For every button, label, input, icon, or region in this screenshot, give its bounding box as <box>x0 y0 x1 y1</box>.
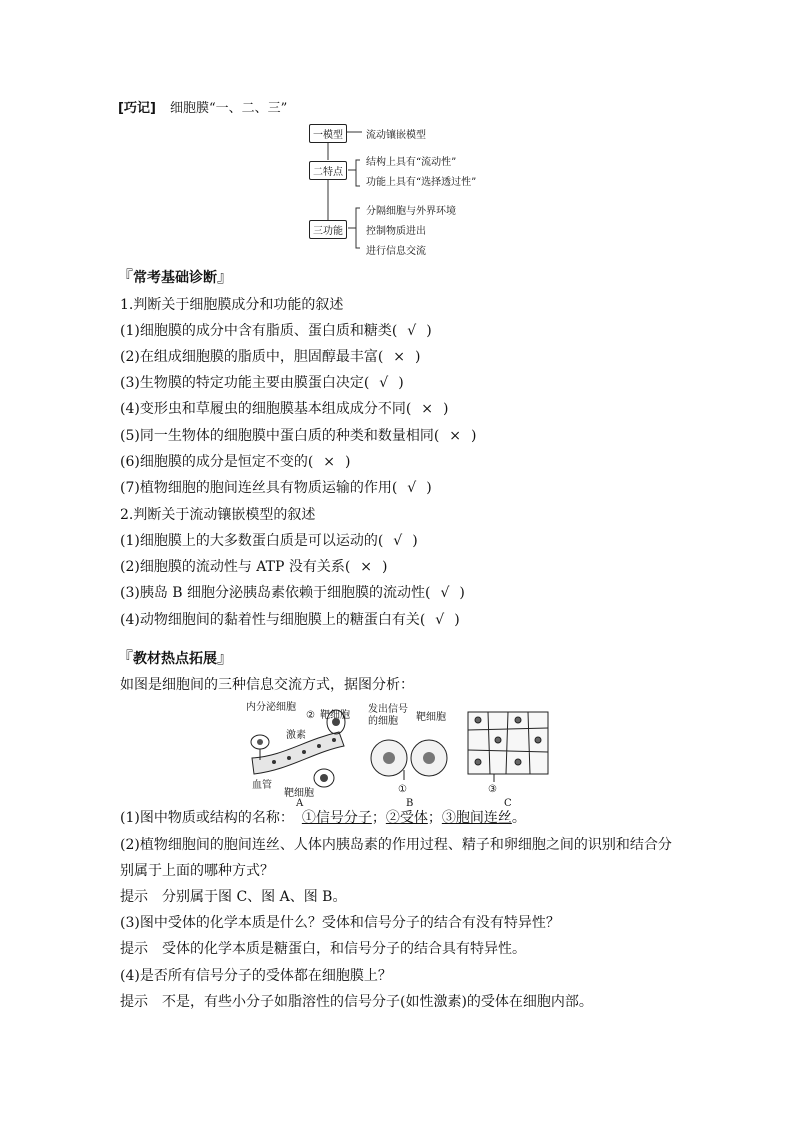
judgement-item: (4)变形虫和草履虫的细胞膜基本组成成分不同( × ) <box>120 401 449 417</box>
question-2-line1: (2)植物细胞间的胞间连丝、人体内胰岛素的作用过程、精子和卵细胞之间的识别和结合分 <box>120 837 672 853</box>
question-title: 2.判断关于流动镶嵌模型的叙述 <box>120 507 316 523</box>
mind-map-leaf: 流动镶嵌模型 <box>366 130 426 141</box>
figure-label: 靶细胞 <box>284 788 314 799</box>
answer-mark: √ <box>440 585 450 601</box>
figure-label: 激素 <box>286 730 306 741</box>
mind-map-leaf: 分隔细胞与外界环境 <box>366 206 456 217</box>
question-title: 1.判断关于细胞膜成分和功能的叙述 <box>120 297 344 313</box>
answer-mark: × <box>421 401 434 417</box>
figure-label: 的细胞 <box>368 716 398 727</box>
answer-mark: × <box>393 349 406 365</box>
answer-plasmodesmata: ③胞间连丝 <box>441 810 512 826</box>
mind-map-node-functions: 三功能 <box>309 220 347 239</box>
hint-2: 提示 分别属于图 C、图 A、图 B。 <box>120 889 347 905</box>
section-header-basic: 『常考基础诊断』 <box>117 267 234 286</box>
mind-map-leaf: 结构上具有“流动性” <box>366 157 457 168</box>
answer-signal-molecule: ①信号分子 <box>301 810 372 826</box>
intro-text: 如图是细胞间的三种信息交流方式，据图分析： <box>120 677 414 693</box>
figure-label: ③ <box>488 784 497 795</box>
answer-mark: × <box>449 428 462 444</box>
figure-label: 靶细胞 <box>416 712 446 723</box>
cell-signal-figure <box>244 700 556 808</box>
answer-mark: √ <box>407 323 417 339</box>
mnemonic-tag: [巧记] <box>118 101 156 116</box>
figure-label: 血管 <box>252 780 272 791</box>
mnemonic-heading <box>118 97 287 116</box>
judgement-item: (2)细胞膜的流动性与 ATP 没有关系( × ) <box>120 559 388 575</box>
hint-label: 提示 <box>120 889 148 905</box>
hint-label: 提示 <box>120 994 148 1010</box>
hint-4: 提示 不是，有些小分子如脂溶性的信号分子(如性激素)的受体在细胞内部。 <box>120 994 593 1010</box>
judgement-item: (3)生物膜的特定功能主要由膜蛋白决定( √ ) <box>120 375 404 391</box>
question-3: (3)图中受体的化学本质是什么？受体和信号分子的结合有没有特异性？ <box>120 915 560 931</box>
mind-map-leaf: 控制物质进出 <box>366 226 426 237</box>
figure-label: A <box>296 798 304 808</box>
answer-receptor: ②受体 <box>385 810 428 826</box>
answer-mark: × <box>323 454 336 470</box>
mind-map-node-model: 一模型 <box>309 124 347 143</box>
answer-mark: √ <box>379 375 389 391</box>
judgement-item: (6)细胞膜的成分是恒定不变的( × ) <box>120 454 351 470</box>
answer-mark: √ <box>393 533 403 549</box>
judgement-item: (1)细胞膜的成分中含有脂质、蛋白质和糖类( √ ) <box>120 323 432 339</box>
diagram-c <box>468 712 548 782</box>
hint-label: 提示 <box>120 941 148 957</box>
question-4: (4)是否所有信号分子的受体都在细胞膜上？ <box>120 968 392 984</box>
figure-label: ① <box>398 784 407 795</box>
judgement-item: (7)植物细胞的胞间连丝具有物质运输的作用( √ ) <box>120 480 432 496</box>
mnemonic-title: 细胞膜“一、二、三” <box>170 101 288 116</box>
judgement-item: (1)细胞膜上的大多数蛋白质是可以运动的( √ ) <box>120 533 418 549</box>
mind-map-node-features: 二特点 <box>309 161 347 180</box>
answer-mark: √ <box>407 480 417 496</box>
answer-mark: √ <box>435 612 445 628</box>
answer-mark: × <box>360 559 373 575</box>
figure-label: B <box>406 798 414 808</box>
judgement-item: (3)胰岛 B 细胞分泌胰岛素依赖于细胞膜的流动性( √ ) <box>120 585 465 601</box>
figure-label: C <box>504 798 512 808</box>
figure-label: ② <box>306 710 315 721</box>
figure-label: 发出信号 <box>368 704 408 715</box>
figure-label: 内分泌细胞 <box>246 702 296 713</box>
question-1: (1)图中物质或结构的名称： ①信号分子；②受体；③胞间连丝。 <box>120 810 526 826</box>
diagram-a <box>246 700 350 808</box>
mind-map-leaf: 进行信息交流 <box>366 246 426 257</box>
section-header-extension: 『教材热点拓展』 <box>117 648 234 667</box>
judgement-item: (2)在组成细胞膜的脂质中，胆固醇最丰富( × ) <box>120 349 421 365</box>
figure-label: 靶细胞 <box>320 710 350 721</box>
diagram-b <box>368 702 447 808</box>
question-2-line2: 别属于上面的哪种方式？ <box>120 863 274 879</box>
hint-3: 提示 受体的化学本质是糖蛋白，和信号分子的结合具有特异性。 <box>120 941 526 957</box>
mind-map-leaf: 功能上具有“选择透过性” <box>366 177 477 188</box>
judgement-item: (5)同一生物体的细胞膜中蛋白质的种类和数量相同( × ) <box>120 428 477 444</box>
judgement-item: (4)动物细胞间的黏着性与细胞膜上的糖蛋白有关( √ ) <box>120 612 460 628</box>
